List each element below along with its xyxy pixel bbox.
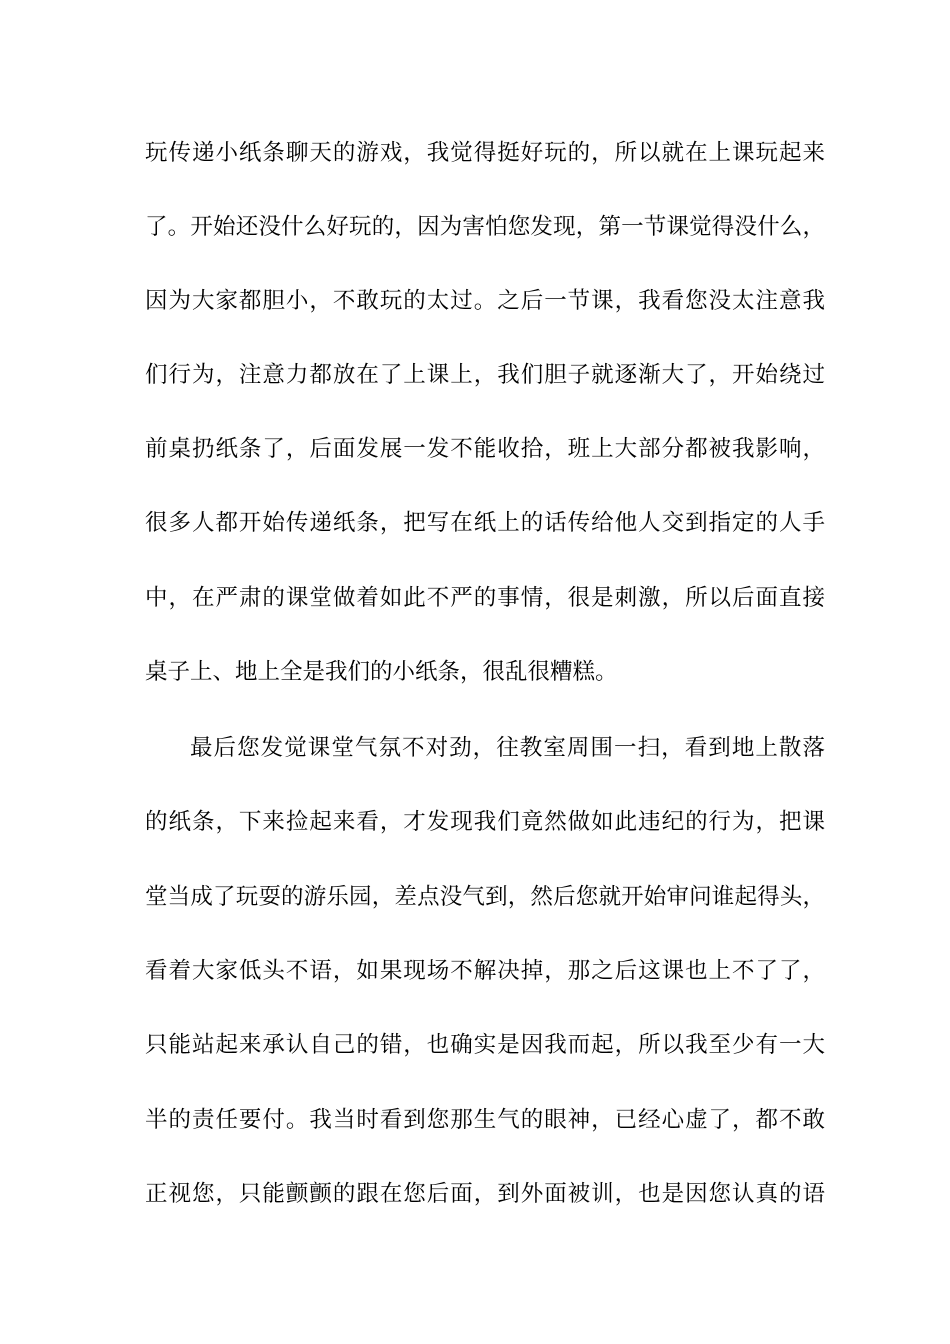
text-line-9: 最后您发觉课堂气氛不对劲，往教室周围一扫，看到地上散落 — [190, 735, 825, 761]
text-line-2: 了。开始还没什么好玩的，因为害怕您发现，第一节课觉得没什么， — [145, 214, 825, 240]
text-line-1: 玩传递小纸条聊天的游戏，我觉得挺好玩的，所以就在上课玩起来 — [145, 140, 825, 166]
text-line-8: 桌子上、地上全是我们的小纸条，很乱很糟糕。 — [145, 659, 618, 685]
text-line-13: 只能站起来承认自己的错，也确实是因我而起，所以我至少有一大 — [145, 1032, 825, 1058]
text-line-15: 正视您，只能颤颤的跟在您后面，到外面被训，也是因您认真的语 — [145, 1181, 825, 1207]
text-line-11: 堂当成了玩耍的游乐园，差点没气到，然后您就开始审问谁起得头， — [145, 884, 825, 910]
text-line-10: 的纸条，下来捡起来看，才发现我们竟然做如此违纪的行为，把课 — [145, 809, 825, 835]
text-line-6: 很多人都开始传递纸条，把写在纸上的话传给他人交到指定的人手 — [145, 510, 825, 536]
text-line-12: 看着大家低头不语，如果现场不解决掉，那之后这课也上不了了， — [145, 958, 825, 984]
text-line-14: 半的责任要付。我当时看到您那生气的眼神，已经心虚了，都不敢 — [145, 1107, 825, 1133]
text-line-4: 们行为，注意力都放在了上课上，我们胆子就逐渐大了，开始绕过 — [145, 362, 825, 388]
text-line-7: 中，在严肃的课堂做着如此不严的事情，很是刺激，所以后面直接 — [145, 585, 825, 611]
text-line-5: 前桌扔纸条了，后面发展一发不能收拾，班上大部分都被我影响， — [145, 436, 825, 462]
text-line-3: 因为大家都胆小，不敢玩的太过。之后一节课，我看您没太注意我 — [145, 288, 825, 314]
